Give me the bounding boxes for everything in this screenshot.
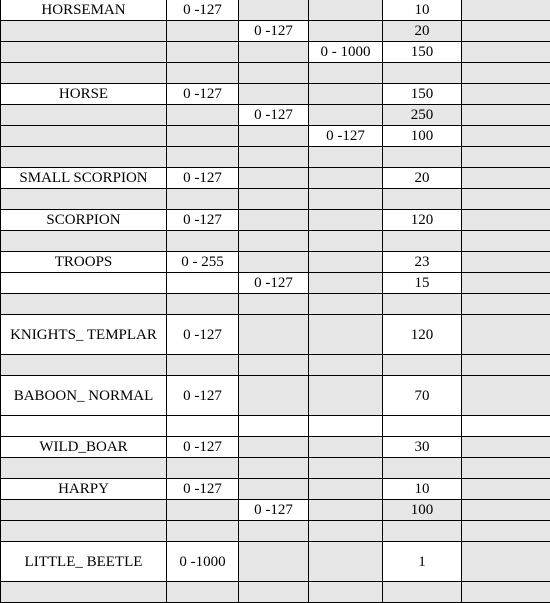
table-cell: [383, 189, 462, 210]
table-cell: [309, 458, 383, 479]
table-cell: 0 -1000: [167, 542, 239, 582]
table-cell: [309, 21, 383, 42]
unit-name-cell: [1, 21, 167, 42]
table-cell: 0 -127: [239, 105, 309, 126]
table-cell: [309, 189, 383, 210]
table-cell: [309, 582, 383, 603]
unit-name-cell: [1, 42, 167, 63]
table-cell: [383, 147, 462, 168]
table-cell: [167, 416, 239, 437]
table-cell: [167, 147, 239, 168]
unit-name-cell: HORSEMAN: [1, 0, 167, 21]
table-cell: 0 -127: [167, 0, 239, 21]
unit-name-cell: BABOON_ NORMAL: [1, 376, 167, 416]
table-cell: [309, 542, 383, 582]
table-row: [1, 376, 550, 416]
unit-name-cell: HARPY: [1, 479, 167, 500]
table-cell: [239, 582, 309, 603]
table-cell: [309, 355, 383, 376]
table-cell: [383, 63, 462, 84]
table-cell: [239, 0, 309, 21]
table-cell: [239, 542, 309, 582]
table-cell: 100: [383, 126, 462, 147]
table-row: [1, 252, 550, 273]
table-cell: [239, 210, 309, 231]
table-cell: [309, 294, 383, 315]
table-cell: 30: [383, 437, 462, 458]
table-cell: 15: [383, 273, 462, 294]
unit-name-cell: TROOPS: [1, 252, 167, 273]
table-row: [1, 315, 550, 355]
table-row: [1, 126, 550, 147]
table-row: [1, 458, 550, 479]
table-cell: [462, 376, 550, 416]
table-row: [1, 0, 550, 21]
unit-name-cell: [1, 355, 167, 376]
table-row: [1, 582, 550, 603]
table-cell: [309, 231, 383, 252]
table-cell: [462, 458, 550, 479]
unit-name-cell: [1, 189, 167, 210]
table-cell: [239, 376, 309, 416]
unit-name-cell: [1, 126, 167, 147]
table-cell: [167, 355, 239, 376]
table-cell: [167, 582, 239, 603]
table-cell: [167, 521, 239, 542]
table-cell: [309, 376, 383, 416]
table-cell: [239, 126, 309, 147]
table-cell: [383, 231, 462, 252]
table-cell: 0 -127: [239, 273, 309, 294]
table-cell: [462, 147, 550, 168]
table-cell: [239, 252, 309, 273]
table-cell: [462, 105, 550, 126]
table-cell: [239, 521, 309, 542]
table-cell: [309, 437, 383, 458]
table-cell: [239, 479, 309, 500]
table-cell: 1: [383, 542, 462, 582]
unit-name-cell: [1, 458, 167, 479]
table-cell: [239, 231, 309, 252]
table-cell: [239, 168, 309, 189]
table-cell: [239, 458, 309, 479]
table-cell: [167, 294, 239, 315]
unit-name-cell: [1, 521, 167, 542]
table-cell: 20: [383, 168, 462, 189]
table-cell: 0 -127: [167, 437, 239, 458]
table-cell: [309, 252, 383, 273]
table-row: [1, 231, 550, 252]
table-cell: 120: [383, 315, 462, 355]
unit-name-cell: SCORPION: [1, 210, 167, 231]
table-cell: [239, 315, 309, 355]
table-row: [1, 355, 550, 376]
table-row: [1, 294, 550, 315]
table-cell: 0 -127: [239, 500, 309, 521]
table-cell: [462, 521, 550, 542]
table-cell: [462, 542, 550, 582]
table-cell: [462, 210, 550, 231]
table-cell: [309, 210, 383, 231]
table-cell: 0 -127: [167, 84, 239, 105]
table-cell: [383, 294, 462, 315]
table-cell: [309, 479, 383, 500]
table-cell: [462, 582, 550, 603]
table-row: [1, 147, 550, 168]
table-row: [1, 63, 550, 84]
table-cell: 0 - 255: [167, 252, 239, 273]
table-cell: 250: [383, 105, 462, 126]
unit-name-cell: [1, 416, 167, 437]
table-cell: [239, 42, 309, 63]
unit-name-cell: [1, 500, 167, 521]
unit-name-cell: LITTLE_ BEETLE: [1, 542, 167, 582]
unit-name-cell: KNIGHTS_ TEMPLAR: [1, 315, 167, 355]
table-cell: [239, 355, 309, 376]
table-cell: [309, 168, 383, 189]
table-cell: [462, 0, 550, 21]
table-row: [1, 437, 550, 458]
unit-name-cell: WILD_BOAR: [1, 437, 167, 458]
table-cell: [167, 500, 239, 521]
table-cell: 20: [383, 21, 462, 42]
table-cell: [309, 63, 383, 84]
table-cell: [309, 105, 383, 126]
table-row: [1, 542, 550, 582]
table-cell: 0 -127: [167, 315, 239, 355]
table-row: [1, 168, 550, 189]
table-cell: [383, 582, 462, 603]
table-row: [1, 521, 550, 542]
table-row: [1, 500, 550, 521]
unit-name-cell: [1, 582, 167, 603]
unit-name-cell: [1, 147, 167, 168]
table-cell: [462, 168, 550, 189]
table-cell: 0 -127: [167, 479, 239, 500]
table-cell: [309, 521, 383, 542]
table-cell: [383, 355, 462, 376]
table-cell: [462, 500, 550, 521]
unit-name-cell: [1, 294, 167, 315]
table-cell: [167, 105, 239, 126]
table-cell: [239, 189, 309, 210]
table-row: [1, 416, 550, 437]
table-cell: [167, 63, 239, 84]
table-cell: [462, 437, 550, 458]
table-row: [1, 42, 550, 63]
table-row: [1, 479, 550, 500]
table-cell: 0 -127: [309, 126, 383, 147]
table-cell: [167, 273, 239, 294]
unit-name-cell: [1, 273, 167, 294]
table-cell: 0 - 1000: [309, 42, 383, 63]
table-body: [1, 0, 550, 603]
table-cell: [462, 84, 550, 105]
table-cell: [167, 189, 239, 210]
table-cell: [239, 416, 309, 437]
table-cell: [167, 231, 239, 252]
table-cell: [309, 500, 383, 521]
table-cell: [167, 21, 239, 42]
table-cell: 0 -127: [167, 376, 239, 416]
table-row: [1, 210, 550, 231]
table-cell: [462, 294, 550, 315]
table-cell: 10: [383, 0, 462, 21]
table-cell: [309, 315, 383, 355]
unit-name-cell: SMALL SCORPION: [1, 168, 167, 189]
table-cell: [309, 0, 383, 21]
table-row: [1, 189, 550, 210]
table-cell: 23: [383, 252, 462, 273]
table-cell: [462, 355, 550, 376]
table-cell: [462, 21, 550, 42]
table-cell: [309, 84, 383, 105]
table-row: [1, 105, 550, 126]
table-cell: 0 -127: [167, 210, 239, 231]
table-cell: [383, 521, 462, 542]
table-cell: 10: [383, 479, 462, 500]
table-cell: [167, 42, 239, 63]
table-row: [1, 273, 550, 294]
table-cell: [462, 63, 550, 84]
table-cell: [239, 84, 309, 105]
table-cell: [239, 63, 309, 84]
table-cell: 150: [383, 42, 462, 63]
table-cell: [383, 416, 462, 437]
table-cell: 150: [383, 84, 462, 105]
table-cell: 70: [383, 376, 462, 416]
table-cell: [462, 126, 550, 147]
table-row: [1, 21, 550, 42]
unit-name-cell: HORSE: [1, 84, 167, 105]
table-cell: [239, 437, 309, 458]
table-cell: 0 -127: [167, 168, 239, 189]
table-cell: [167, 458, 239, 479]
table-cell: [309, 273, 383, 294]
unit-name-cell: [1, 63, 167, 84]
table-cell: [462, 189, 550, 210]
table-cell: [462, 252, 550, 273]
table-cell: [462, 42, 550, 63]
unit-name-cell: [1, 231, 167, 252]
unit-name-cell: [1, 105, 167, 126]
table-cell: [239, 147, 309, 168]
table-cell: [309, 147, 383, 168]
table-cell: [309, 416, 383, 437]
table-cell: 0 -127: [239, 21, 309, 42]
table-cell: [167, 126, 239, 147]
table-cell: 120: [383, 210, 462, 231]
table-cell: [462, 479, 550, 500]
table-cell: [462, 315, 550, 355]
table-cell: [239, 294, 309, 315]
table-cell: [462, 231, 550, 252]
table-cell: [383, 458, 462, 479]
table-cell: [462, 416, 550, 437]
table-cell: 100: [383, 500, 462, 521]
table-row: [1, 84, 550, 105]
table-cell: [462, 273, 550, 294]
